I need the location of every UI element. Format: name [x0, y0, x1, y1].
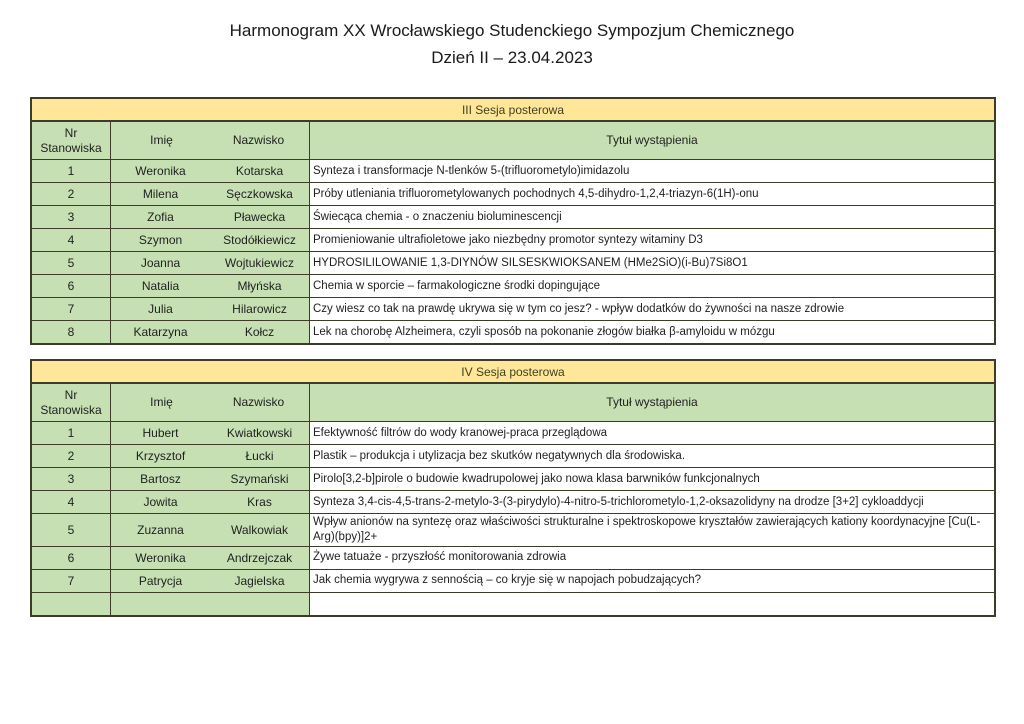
cell-position-number: 1 — [32, 160, 111, 182]
cell-name — [111, 514, 310, 546]
cell-talk-title — [310, 593, 994, 615]
cell-position-number: 5 — [32, 252, 111, 274]
col-header-first-name: Imię — [150, 395, 173, 410]
cell-name — [111, 298, 310, 320]
cell-name — [111, 229, 310, 251]
cell-talk-title: Synteza i transformacje N-tlenków 5-(trifluorometylo)imidazolu — [310, 160, 994, 182]
table-row — [32, 206, 994, 229]
cell-talk-title: Próby utleniania trifluorometylowanych pochodnych 4,5-dihydro-1,2,4-triazyn-6(1H)-onu — [310, 183, 994, 205]
table-row — [32, 422, 994, 445]
cell-name — [111, 445, 310, 467]
table-row — [32, 298, 994, 321]
cell-last-name: Młyńska — [237, 279, 282, 294]
session-4-header-row — [32, 384, 994, 422]
cell-talk-title: Lek na chorobę Alzheimera, czyli sposób na pokonanie złogów białka β-amyloidu w mózgu — [310, 321, 994, 343]
cell-talk-title: Efektywność filtrów do wody kranowej-praca przeglądowa — [310, 422, 994, 444]
table-row — [32, 547, 994, 570]
cell-position-number: 8 — [32, 321, 111, 343]
table-row — [32, 570, 994, 593]
cell-first-name: Zuzanna — [137, 522, 184, 537]
cell-last-name: Sęczkowska — [226, 187, 293, 202]
cell-name — [111, 570, 310, 592]
col-header-name — [111, 384, 310, 421]
session-3-band: III Sesja posterowa — [32, 99, 994, 122]
cell-last-name: Hilarowicz — [232, 302, 287, 317]
cell-last-name: Kołcz — [244, 325, 275, 340]
cell-position-number: 4 — [32, 229, 111, 251]
table-row — [32, 252, 994, 275]
col-header-position-number: Nr Stanowiska — [32, 122, 111, 159]
cell-first-name: Szymon — [138, 233, 183, 248]
session-4-band: IV Sesja posterowa — [32, 361, 994, 384]
cell-position-number: 2 — [32, 445, 111, 467]
col-header-name — [111, 122, 310, 159]
cell-first-name: Weronika — [135, 164, 186, 179]
cell-talk-title: HYDROSILILOWANIE 1,3-DIYNÓW SILSESKWIOKSANEM (HMe2SiO)(i-Bu)7Si8O1 — [310, 252, 994, 274]
table-row — [32, 445, 994, 468]
cell-first-name: Weronika — [135, 550, 186, 565]
col-header-talk-title: Tytuł wystąpienia — [310, 122, 994, 159]
cell-last-name: Jagielska — [234, 573, 285, 588]
cell-last-name: Pławecka — [233, 210, 286, 225]
table-row — [32, 275, 994, 298]
cell-talk-title: Plastik – produkcja i utylizacja bez skutków negatywnych dla środowiska. — [310, 445, 994, 467]
document-title — [0, 0, 1024, 71]
cell-last-name: Kotarska — [235, 164, 284, 179]
cell-position-number: 7 — [32, 570, 111, 592]
cell-name — [111, 206, 310, 228]
cell-name — [111, 252, 310, 274]
cell-last-name: Stodółkiewicz — [223, 233, 296, 248]
session-4-table — [30, 359, 996, 617]
cell-position-number: 3 — [32, 206, 111, 228]
col-header-first-name: Imię — [150, 133, 173, 148]
session-3-table — [30, 97, 996, 345]
table-row — [32, 321, 994, 343]
cell-talk-title: Synteza 3,4-cis-4,5-trans-2-metylo-3-(3-pirydylo)-4-nitro-5-trichlorometylo-1,2-oksazolidyny na drodze [3+2] cykloaddycji — [310, 491, 994, 513]
cell-talk-title: Czy wiesz co tak na prawdę ukrywa się w tym co jesz? - wpływ dodatków do żywności na nasze zdrowie — [310, 298, 994, 320]
cell-name — [111, 468, 310, 490]
cell-talk-title: Świecąca chemia - o znaczeniu bioluminescencji — [310, 206, 994, 228]
cell-first-name: Bartosz — [140, 472, 181, 487]
table-row — [32, 491, 994, 514]
col-header-last-name: Nazwisko — [232, 395, 285, 410]
cell-first-name: Patrycja — [138, 573, 183, 588]
cell-first-name: Jowita — [143, 495, 178, 510]
cell-first-name: Joanna — [140, 256, 181, 271]
cell-last-name: Łucki — [245, 449, 274, 464]
col-header-position-number: Nr Stanowiska — [32, 384, 111, 421]
cell-first-name: Hubert — [142, 426, 179, 441]
cell-position-number — [32, 593, 111, 615]
cell-name — [111, 491, 310, 513]
cell-position-number: 1 — [32, 422, 111, 444]
cell-talk-title: Chemia w sporcie – farmakologiczne środki dopingujące — [310, 275, 994, 297]
cell-last-name: Andrzejczak — [226, 550, 293, 565]
cell-position-number: 6 — [32, 547, 111, 569]
cell-last-name: Kras — [247, 495, 272, 510]
cell-name — [111, 593, 310, 615]
table-row — [32, 229, 994, 252]
table-row — [32, 183, 994, 206]
cell-last-name: Kwiatkowski — [226, 426, 293, 441]
table-row — [32, 514, 994, 547]
col-header-talk-title: Tytuł wystąpienia — [310, 384, 994, 421]
cell-last-name: Wojtukiewicz — [224, 256, 295, 271]
cell-first-name: Milena — [142, 187, 179, 202]
cell-first-name: Zofia — [147, 210, 174, 225]
cell-name — [111, 160, 310, 182]
cell-name — [111, 422, 310, 444]
session-3-rows — [32, 160, 994, 343]
cell-position-number: 2 — [32, 183, 111, 205]
title-line-2: Dzień II – 23.04.2023 — [431, 47, 593, 67]
cell-talk-title: Jak chemia wygrywa z sennością – co kryje się w napojach pobudzających? — [310, 570, 994, 592]
table-row — [32, 160, 994, 183]
cell-first-name: Krzysztof — [135, 449, 186, 464]
cell-name — [111, 183, 310, 205]
cell-talk-title: Wpływ anionów na syntezę oraz właściwości strukturalne i spektroskopowe kryształów zawierających kationy koordynacyjne [Cu(L-Arg)(bpy)]2+ — [310, 514, 994, 546]
cell-position-number: 6 — [32, 275, 111, 297]
cell-last-name: Szymański — [230, 472, 289, 487]
cell-first-name: Julia — [148, 302, 173, 317]
cell-name — [111, 275, 310, 297]
cell-name — [111, 321, 310, 343]
cell-talk-title: Żywe tatuaże - przyszłość monitorowania zdrowia — [310, 547, 994, 569]
cell-position-number: 7 — [32, 298, 111, 320]
cell-position-number: 3 — [32, 468, 111, 490]
table-row — [32, 468, 994, 491]
cell-last-name: Walkowiak — [231, 522, 288, 537]
cell-position-number: 5 — [32, 514, 111, 546]
table-row — [32, 593, 994, 615]
cell-talk-title: Pirolo[3,2-b]pirole o budowie kwadrupolowej jako nowa klasa barwników funkcjonalnych — [310, 468, 994, 490]
cell-talk-title: Promieniowanie ultrafioletowe jako niezbędny promotor syntezy witaminy D3 — [310, 229, 994, 251]
session-3-header-row — [32, 122, 994, 160]
session-4-rows — [32, 422, 994, 615]
cell-position-number: 4 — [32, 491, 111, 513]
cell-name — [111, 547, 310, 569]
cell-first-name: Katarzyna — [133, 325, 188, 340]
cell-first-name: Natalia — [141, 279, 180, 294]
col-header-last-name: Nazwisko — [232, 133, 285, 148]
title-line-1: Harmonogram XX Wrocławskiego Studenckiego Sympozjum Chemicznego — [229, 21, 795, 40]
